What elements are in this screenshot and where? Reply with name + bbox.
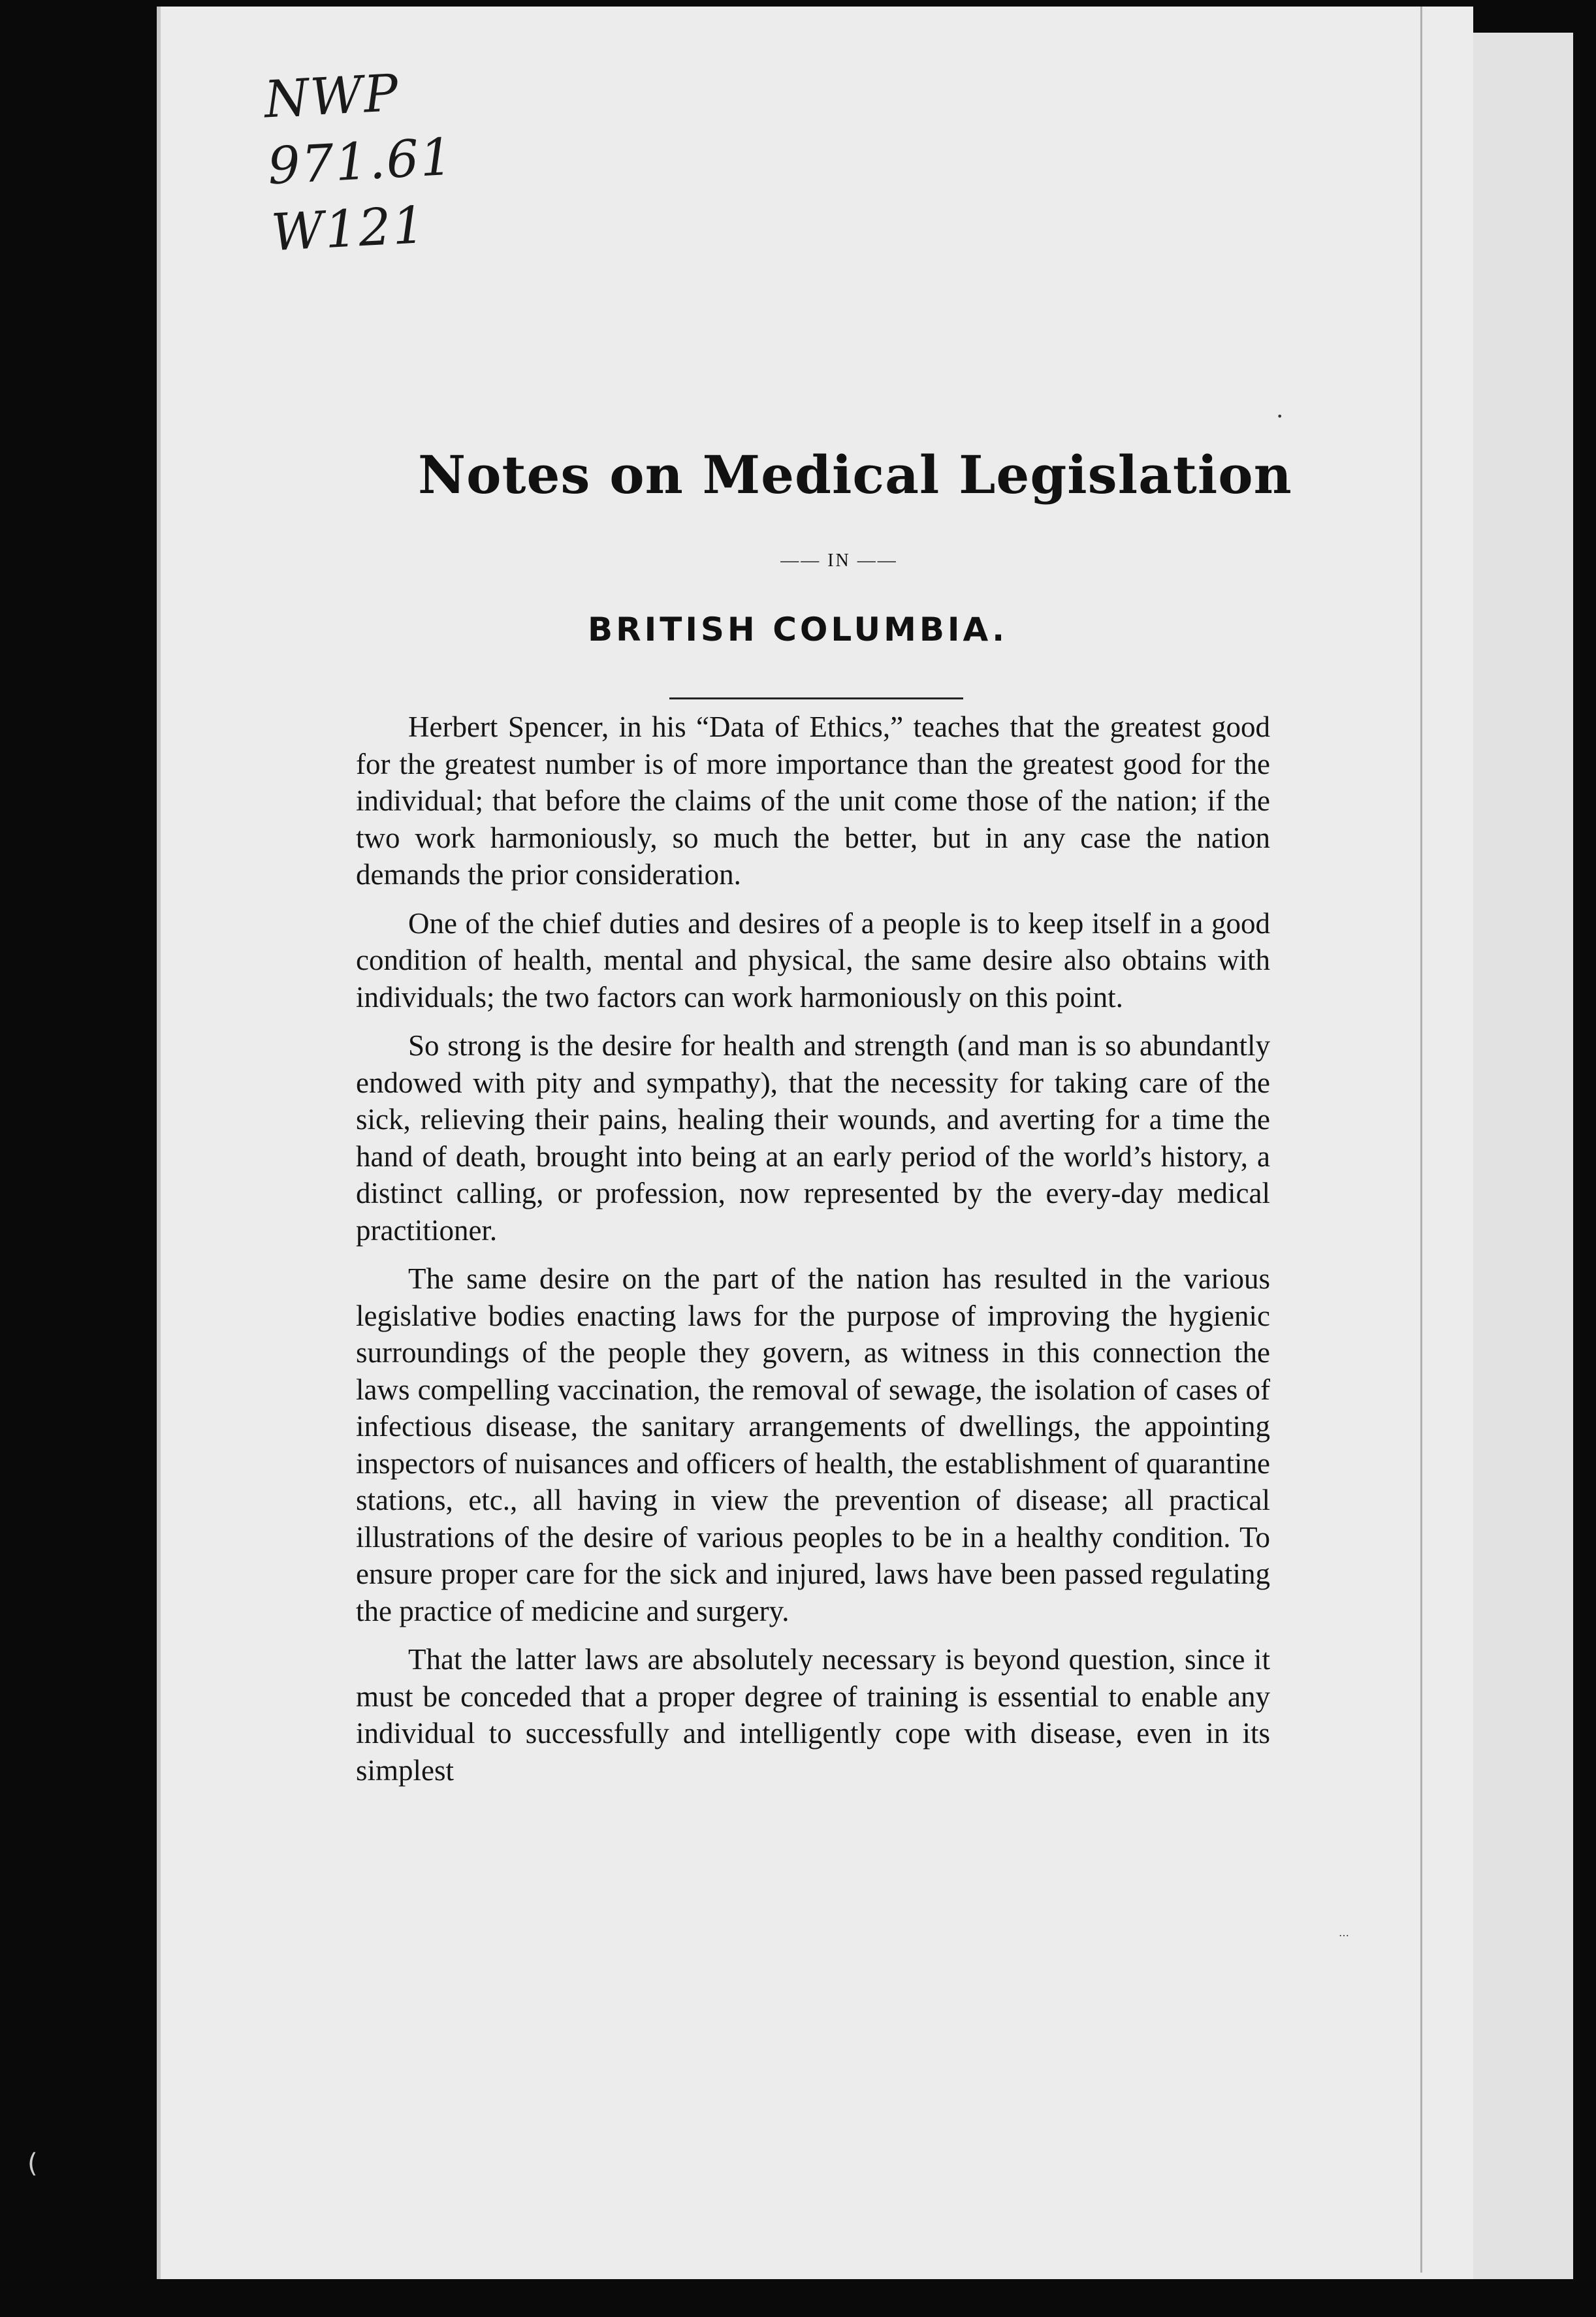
- document-subtitle: BRITISH COLUMBIA.: [588, 611, 1008, 648]
- handwritten-call-number: [263, 57, 459, 266]
- paragraph: So strong is the desire for health and strength (and man is so abundantly endowed with pity and sympathy), that the necessity for taking care of the sick, relieving their pains, healing their wounds, and averting for a time the hand of death, brought into being at an early period of the world’s history, a distinct calling, or profession, now represented by the every-day medical practitioner.: [356, 1029, 1270, 1247]
- speck-mark: •: [1277, 410, 1283, 423]
- handwritten-line: NWP: [263, 63, 401, 130]
- speck-mark: …: [1339, 1926, 1349, 1939]
- connector-dash-right: ——: [857, 551, 898, 571]
- paragraph: One of the chief duties and desires of a people is to keep itself in a good condition of health, mental and physical, the same desire also obtains with individuals; the two factors can work harmoniously on this point.: [356, 906, 1270, 1014]
- page-fold-line: [1420, 7, 1422, 2273]
- connector-dash-left: ——: [780, 551, 822, 571]
- paragraph: The same desire on the part of the nation has resulted in the various legislative bodies enacting laws for the purpose of improving the hygienic surroundings of the people they govern, as witness in this connection the laws compelling vaccination, the removal of sewage, the isolation of cases of infectious disease, the sanitary arrangements of dwellings, the appointing inspectors of nuisances and officers of health, the establishment of quarantine stations, etc., all having in view the prevention of disease; all practical illustrations of the desire of various peoples to be in a healthy condition. To ensure proper care for the sick and injured, laws have been passed regulating the practice of medicine and surgery.: [356, 1262, 1270, 1627]
- adjacent-page-edge: [1465, 33, 1573, 2279]
- paragraph: Herbert Spencer, in his “Data of Ethics,” teaches that the greatest good for the greatest number is of more importance than the greatest good for the individual; that before the claims of the unit come those of the nation; if the two work harmoniously, so much the better, but in any case the nation demands the prior consideration.: [356, 711, 1270, 891]
- connector-word: IN: [827, 551, 851, 571]
- paragraph: That the latter laws are absolutely necessary is beyond question, since it must be conceded that a proper degree of training is essential to enable any individual to successfully and intelligently cope with disease, even in its simplest: [356, 1643, 1270, 1787]
- edge-mark: (: [27, 2149, 38, 2179]
- title-connector: [758, 551, 921, 571]
- handwritten-line: W121: [270, 195, 428, 263]
- document-title: Notes on Medical Legislation: [418, 444, 1292, 505]
- title-divider: [669, 697, 963, 699]
- body-text: [356, 709, 1270, 1989]
- handwritten-line: 971.61: [266, 127, 456, 197]
